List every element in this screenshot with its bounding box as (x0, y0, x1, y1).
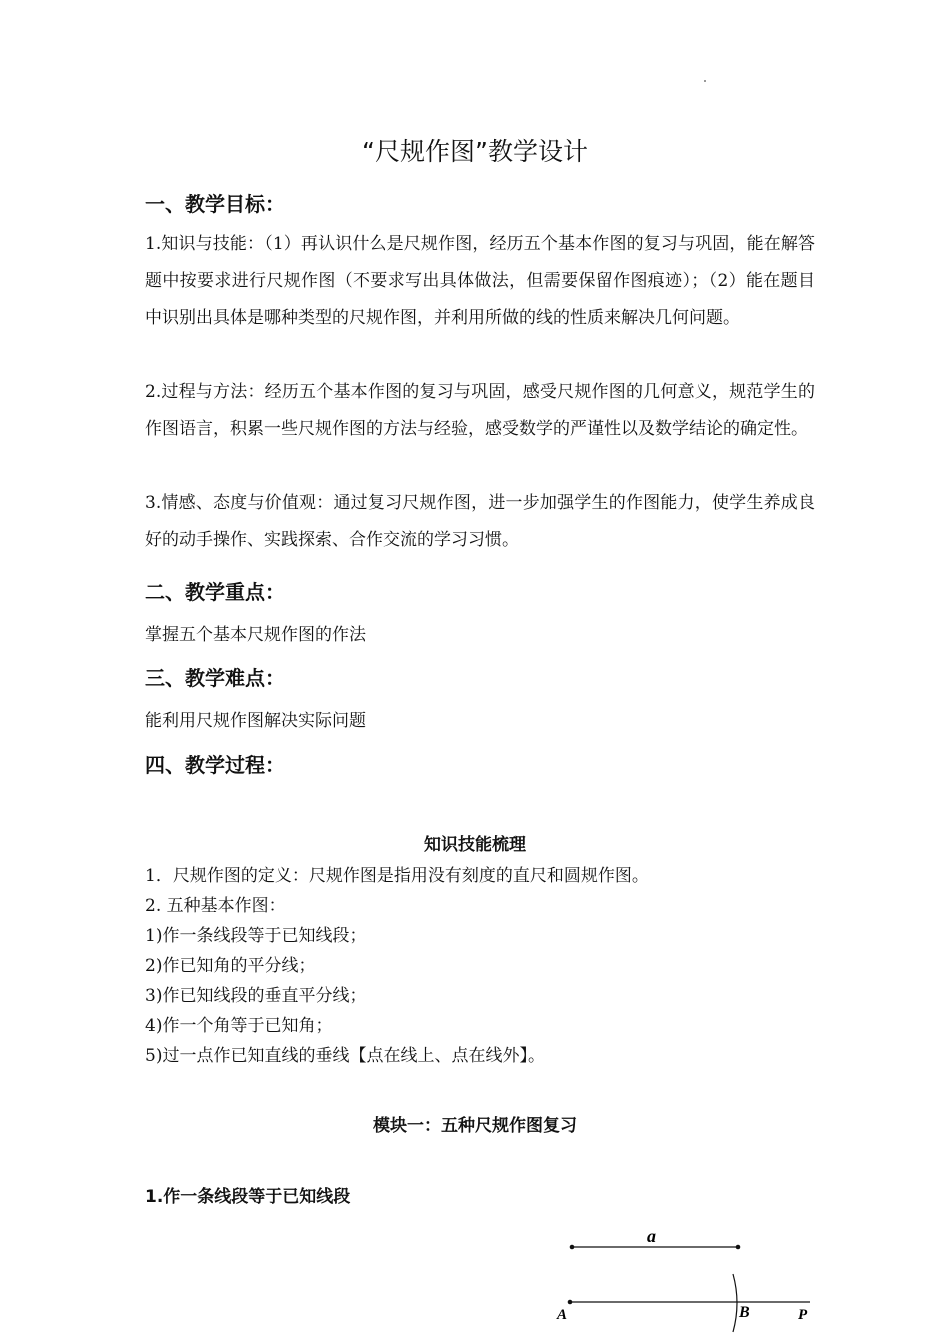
difficulty-heading: 三、教学难点： (145, 666, 285, 690)
knowledge-item: 1．尺规作图的定义：尺规作图是指用没有刻度的直尺和圆规作图。 (145, 866, 649, 886)
segment-a-end-point (736, 1245, 741, 1250)
goal-process-methods: 2.过程与方法：经历五个基本作图的复习与巩固，感受尺规作图的几何意义，规范学生的作图语言，积累一些尺规作图的方法与经验，感受数学的严谨性以及数学结论的确定性。 (145, 382, 815, 439)
key-points-text: 掌握五个基本尺规作图的作法 (145, 625, 366, 645)
goals-heading: 一、教学目标： (145, 192, 285, 216)
knowledge-list (145, 861, 649, 1071)
knowledge-item: 2)作已知角的平分线； (145, 956, 316, 976)
goal-knowledge-skills: 1.知识与技能：（1）再认识什么是尺规作图，经历五个基本作图的复习与巩固，能在解答题中按要求进行尺规作图（不要求写出具体做法，但需要保留作图痕迹）；（2）能在题目中识别出具体是哪种类型的尺规作图，并利用所做的线的性质来解决几何问题。 (145, 234, 815, 328)
module-one-heading: 模块一：五种尺规作图复习 (373, 1116, 577, 1136)
label-P: P (798, 1307, 808, 1323)
label-B: B (739, 1304, 750, 1321)
label-a: a (647, 1226, 656, 1246)
key-points-heading: 二、教学重点： (145, 580, 285, 604)
knowledge-item: 4)作一个角等于已知角； (145, 1016, 333, 1036)
speck-mark (704, 80, 706, 82)
goal-attitudes-values: 3.情感、态度与价值观：通过复习尺规作图，进一步加强学生的作图能力，使学生养成良好的动手操作、实践探索、合作交流的学习习惯。 (145, 493, 815, 550)
knowledge-item: 3)作已知线段的垂直平分线； (145, 986, 367, 1006)
knowledge-item: 1)作一条线段等于已知线段； (145, 926, 367, 946)
document-title: “尺规作图”教学设计 (362, 137, 588, 166)
knowledge-item: 2. 五种基本作图： (145, 896, 286, 916)
process-heading: 四、教学过程： (145, 753, 285, 777)
compass-arc (733, 1274, 737, 1332)
difficulty-text: 能利用尺规作图解决实际问题 (145, 711, 366, 731)
label-A: A (557, 1307, 568, 1323)
knowledge-heading: 知识技能梳理 (424, 835, 526, 855)
point-A (568, 1300, 573, 1305)
segment-a-start-point (570, 1245, 575, 1250)
segment-construction-figure (540, 1215, 820, 1344)
knowledge-item: 5)过一点作已知直线的垂线【点在线上、点在线外】。 (145, 1046, 545, 1066)
subsection-copy-segment: 1.作一条线段等于已知线段 (145, 1187, 351, 1207)
